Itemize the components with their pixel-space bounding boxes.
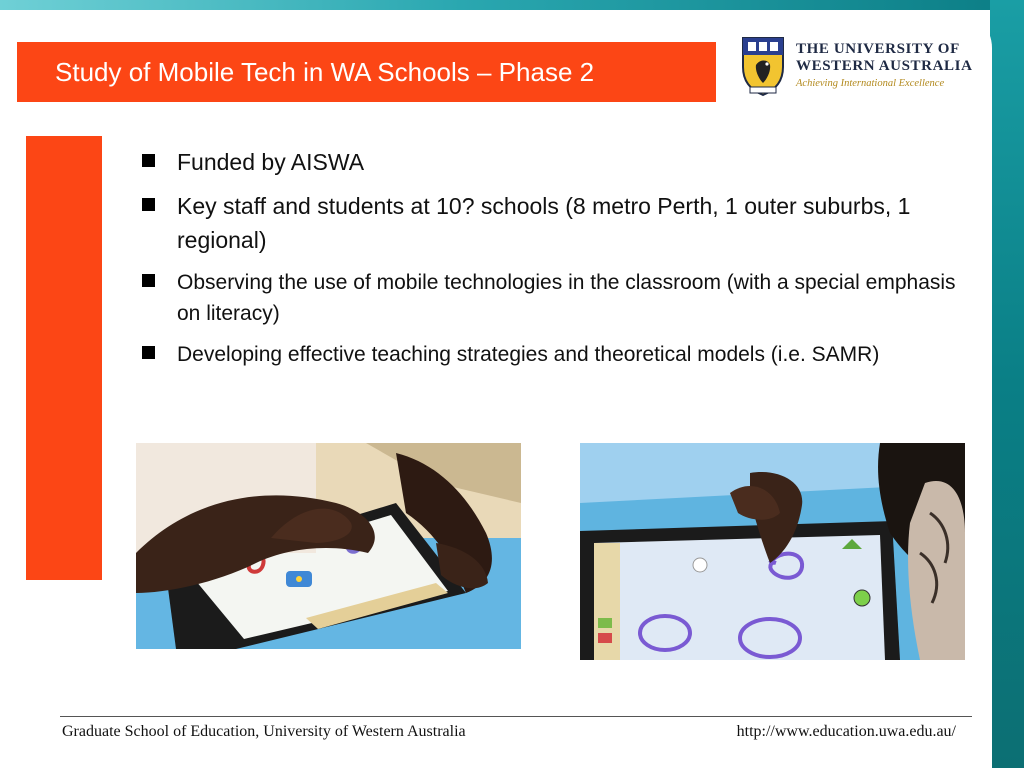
square-bullet-icon bbox=[142, 274, 155, 287]
bullet-text: Observing the use of mobile technologies in the classroom (with a special emphasis on literacy) bbox=[177, 271, 956, 325]
bullet-item bbox=[140, 189, 960, 257]
top-frame-band bbox=[0, 0, 1024, 10]
bullet-list bbox=[140, 145, 960, 380]
bullet-item bbox=[140, 339, 960, 370]
photo-tablet-tracing-right bbox=[580, 443, 965, 660]
square-bullet-icon bbox=[142, 346, 155, 359]
square-bullet-icon bbox=[142, 154, 155, 167]
title-bar bbox=[17, 42, 716, 102]
logo-line-1: THE UNIVERSITY OF bbox=[796, 41, 960, 58]
bullet-text: Funded by AISWA bbox=[177, 149, 365, 175]
bullet-item bbox=[140, 267, 960, 329]
square-bullet-icon bbox=[142, 198, 155, 211]
footer-institution: Graduate School of Education, University of Western Australia bbox=[62, 723, 466, 740]
photo-tablet-tracing-left bbox=[136, 443, 521, 649]
logo-line-2: WESTERN AUSTRALIA bbox=[796, 58, 973, 75]
slide-title: Study of Mobile Tech in WA Schools – Phase 2 bbox=[55, 56, 595, 87]
accent-bar bbox=[26, 136, 102, 580]
footer-divider bbox=[60, 716, 972, 717]
right-frame-band bbox=[990, 0, 1024, 768]
university-crest-icon bbox=[740, 35, 786, 97]
footer-url: http://www.education.uwa.edu.au/ bbox=[736, 723, 956, 740]
bullet-text: Developing effective teaching strategies and theoretical models (i.e. SAMR) bbox=[177, 343, 880, 366]
bullet-text: Key staff and students at 10? schools (8 metro Perth, 1 outer suburbs, 1 regional) bbox=[177, 193, 911, 253]
photo-left-image bbox=[136, 443, 521, 649]
logo-text bbox=[796, 42, 973, 90]
bullet-item bbox=[140, 145, 960, 179]
university-logo bbox=[740, 33, 973, 99]
photo-right-image bbox=[580, 443, 965, 660]
logo-tagline: Achieving International Excellence bbox=[796, 78, 945, 90]
